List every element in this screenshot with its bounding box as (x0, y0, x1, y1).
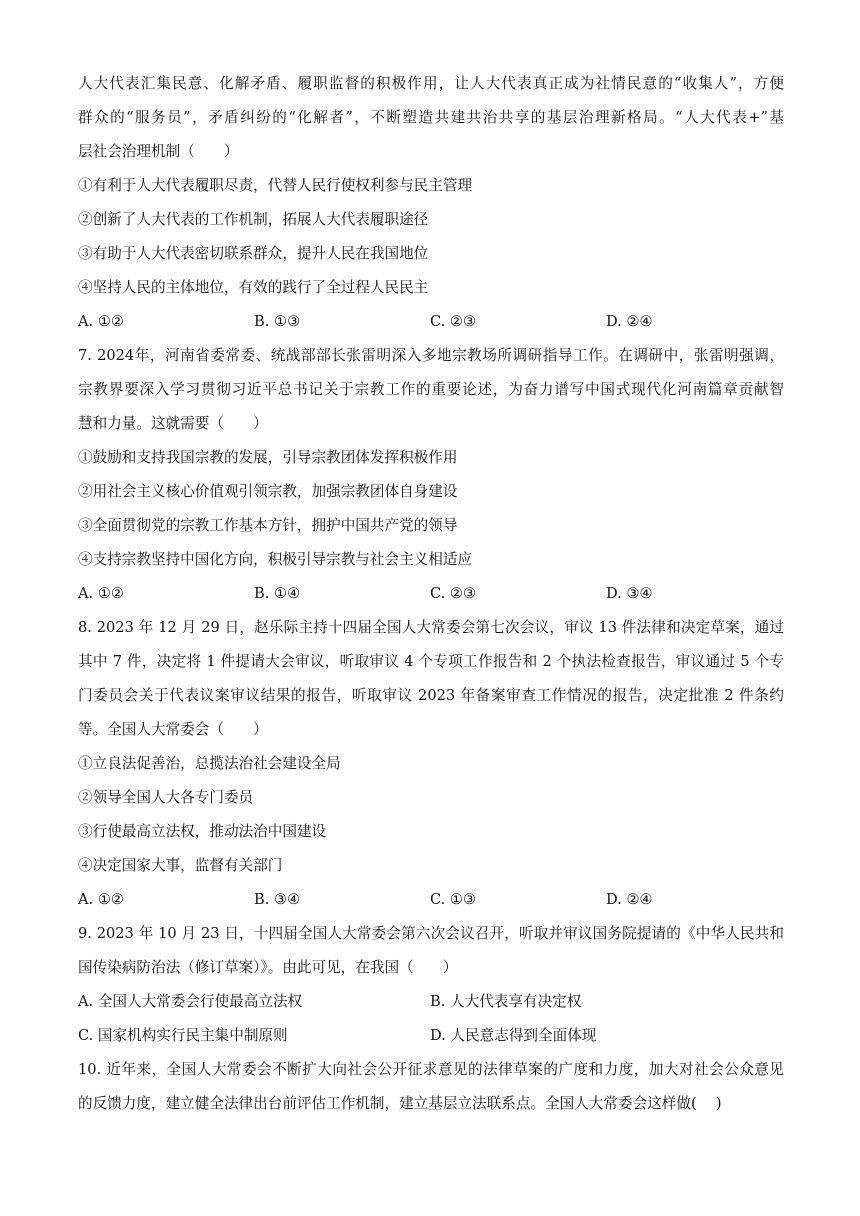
q8-stem-line-2: 其中 7 件，决定将 1 件提请大会审议，听取审议 4 个专项工作报告和 2 个执法检查报告，审议通过 5 个专 (78, 653, 784, 670)
q7-option-c: C. ②③ (430, 585, 477, 602)
q8-item-3: ③行使最高立法权，推动法治中国建设 (78, 823, 327, 840)
q6-item-1: ①有利于人大代表履职尽责，代替人民行使权利参与民主管理 (78, 177, 473, 194)
q7-option-b: B. ①④ (254, 585, 301, 602)
q6-option-c: C. ②③ (430, 313, 477, 330)
q8-item-1: ①立良法促善治，总揽法治社会建设全局 (78, 755, 341, 772)
q9-stem-line-2: 国传染病防治法（修订草案）》。由此可见，在我国（ ） (78, 959, 458, 976)
q6-option-b: B. ①③ (254, 313, 301, 330)
q8-option-d: D. ②④ (606, 891, 653, 908)
q6-item-3: ③有助于人大代表密切联系群众，提升人民在我国地位 (78, 245, 429, 262)
q6-option-a: A. ①② (78, 313, 124, 330)
q8-item-2: ②领导全国人大各专门委员 (78, 789, 254, 806)
q9-option-a: A. 全国人大常委会行使最高立法权 (78, 993, 303, 1010)
q9-stem-line-1: 9. 2023 年 10 月 23 日，十四届全国人大常委会第六次会议召开，听取并审议国务院提请的《中华人民共和 (78, 925, 784, 942)
q7-item-4: ④支持宗教坚持中国化方向，积极引导宗教与社会主义相适应 (78, 551, 473, 568)
q8-option-b: B. ③④ (254, 891, 301, 908)
q8-stem-line-1: 8. 2023 年 12 月 29 日，赵乐际主持十四届全国人大常委会第七次会议，审议 13 件法律和决定草案，通过 (78, 619, 784, 636)
q6-stem-line-1: 人大代表汇集民意、化解矛盾、履职监督的积极作用，让人大代表真正成为社情民意的“收集人”，方便 (78, 75, 784, 92)
q6-item-4: ④坚持人民的主体地位，有效的践行了全过程人民民主 (78, 279, 429, 296)
q6-stem-line-2: 群众的“服务员”，矛盾纠纷的“化解者”，不断塑造共建共治共享的基层治理新格局。“人大代表+”基 (78, 109, 784, 126)
q7-stem-line-3: 慧和力量。这就需要（ ） (78, 415, 268, 432)
q7-item-2: ②用社会主义核心价值观引领宗教，加强宗教团体自身建设 (78, 483, 458, 500)
q6-item-2: ②创新了人大代表的工作机制，拓展人大代表履职途径 (78, 211, 429, 228)
q8-item-4: ④决定国家大事，监督有关部门 (78, 857, 283, 874)
q8-stem-line-3: 门委员会关于代表议案审议结果的报告，听取审议 2023 年备案审查工作情况的报告，决定批准 2 件条约 (78, 687, 784, 704)
q7-option-d: D. ③④ (606, 585, 653, 602)
q7-option-a: A. ①② (78, 585, 124, 602)
q7-item-1: ①鼓励和支持我国宗教的发展，引导宗教团体发挥积极作用 (78, 449, 458, 466)
q8-option-a: A. ①② (78, 891, 124, 908)
q9-option-d: D. 人民意志得到全面体现 (430, 1027, 597, 1044)
q9-option-b: B. 人大代表享有决定权 (430, 993, 582, 1010)
q9-option-c: C. 国家机构实行民主集中制原则 (78, 1027, 288, 1044)
q6-stem-line-3: 层社会治理机制（ ） (78, 143, 239, 160)
q7-stem-line-1: 7. 2024年，河南省委常委、统战部部长张雷明深入多地宗教场所调研指导工作。在调研中，张雷明强调， (78, 347, 784, 364)
q10-stem-line-1: 10. 近年来，全国人大常委会不断扩大向社会公开征求意见的法律草案的广度和力度，加大对社会公众意见 (78, 1061, 784, 1078)
q7-stem-line-2: 宗教界要深入学习贯彻习近平总书记关于宗教工作的重要论述，为奋力谱写中国式现代化河南篇章贡献智 (78, 381, 784, 398)
q8-option-c: C. ①③ (430, 891, 477, 908)
q10-stem-line-2: 的反馈力度，建立健全法律出台前评估工作机制，建立基层立法联系点。全国人大常委会这样做( ) (78, 1095, 722, 1112)
q8-stem-line-4: 等。全国人大常委会（ ） (78, 721, 268, 738)
q7-item-3: ③全面贯彻党的宗教工作基本方针，拥护中国共产党的领导 (78, 517, 458, 534)
q6-option-d: D. ②④ (606, 313, 653, 330)
